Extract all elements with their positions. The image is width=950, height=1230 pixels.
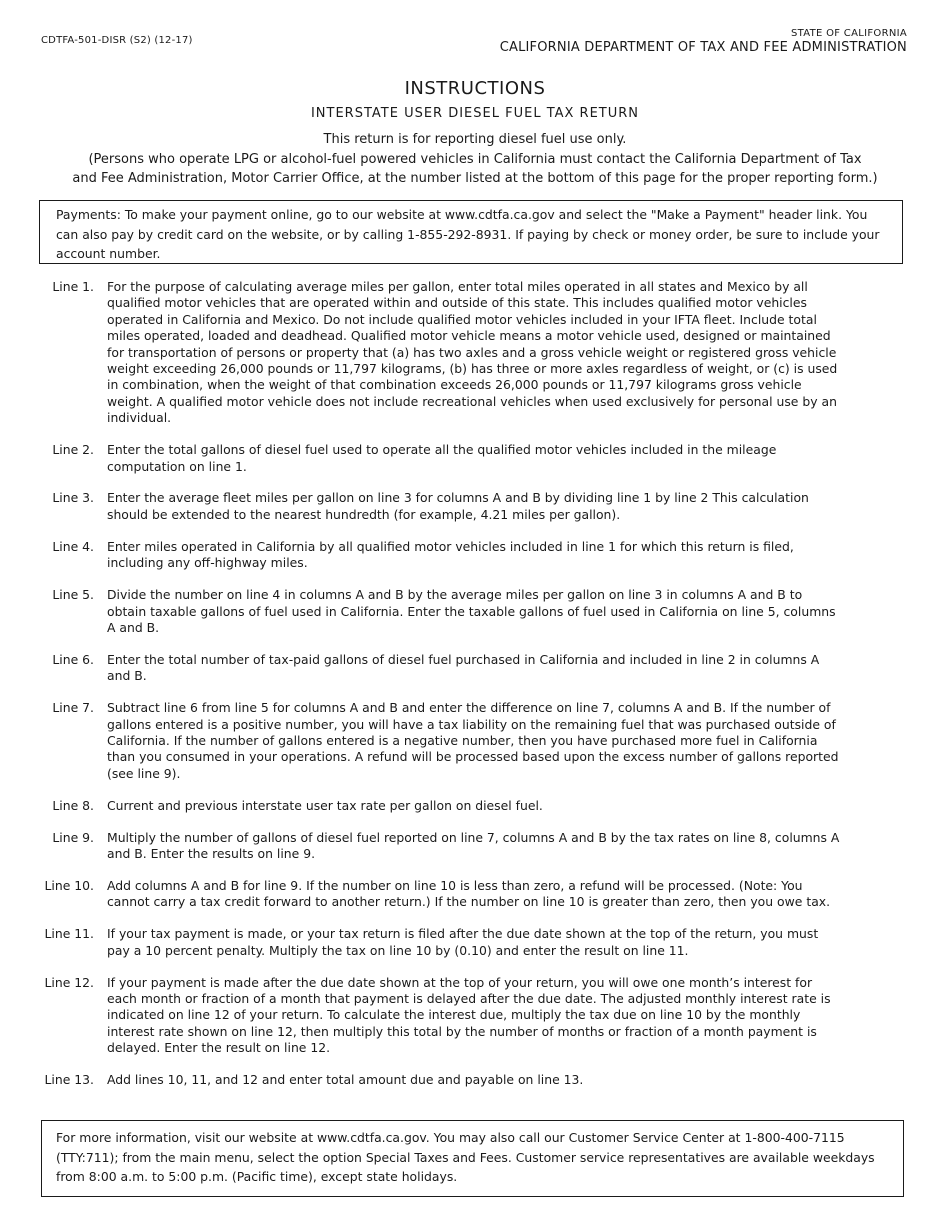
line-text: Divide the number on line 4 in columns A and B by the average miles per gallon on line 3 in columns A and B to obtain taxable gallons of fuel used in California. Enter the taxable gallons of fuel used in California on line 5, columns A and B. xyxy=(107,587,836,635)
form-id: CDTFA-501-DISR (S2) (12-17) xyxy=(41,35,193,46)
line-instruction xyxy=(30,798,840,814)
line-instruction xyxy=(30,587,840,636)
line-text: For the purpose of calculating average miles per gallon, enter total miles operated in all states and Mexico by all qualified motor vehicles that are operated within and outside of this state. This includes qualified motor vehicles operated in California and Mexico. Do not include qualified motor vehicles included in your IFTA fleet. Include total miles operated, loaded and deadhead. Qualified motor vehicle means a motor vehicle used, designed or maintained for transportation of persons or property that (a) has two axles and a gross vehicle weight or registered gross vehicle weight exceeding 26,000 pounds or 11,797 kilograms, (b) has three or more axles regardless of weight, or (c) is used in combination, when the weight of that combination exceeds 26,000 pounds or 11,797 kilograms gross vehicle weight. A qualified motor vehicle does not include recreational vehicles when used exclusively for personal use by an individual. xyxy=(107,279,838,426)
line-instruction xyxy=(30,442,840,475)
line-instruction xyxy=(30,279,840,427)
line-label: Line 3. xyxy=(52,490,94,506)
line-text: Multiply the number of gallons of diesel fuel reported on line 7, columns A and B by the tax rates on line 8, columns A and B. Enter the results on line 9. xyxy=(107,829,840,861)
department-name: CALIFORNIA DEPARTMENT OF TAX AND FEE ADMINISTRATION xyxy=(499,40,907,55)
intro-text xyxy=(0,130,950,189)
intro-line-1: This return is for reporting diesel fuel use only. xyxy=(323,132,627,147)
line-text: If your tax payment is made, or your tax return is filed after the due date shown at the top of the return, you must pay a 10 percent penalty. Multiply the tax on line 10 by (0.10) and enter the result on line 11. xyxy=(107,926,819,958)
line-label: Line 4. xyxy=(52,538,94,554)
agency-header xyxy=(500,28,907,56)
line-label: Line 6. xyxy=(52,651,94,667)
line-instruction xyxy=(30,490,840,523)
line-instruction xyxy=(30,652,840,685)
line-text: Enter the average fleet miles per gallon on line 3 for columns A and B by dividing line 1 by line 2 This calculation should be extended to the nearest hundredth (for example, 4.21 miles per gallon). xyxy=(107,490,809,522)
line-label: Line 2. xyxy=(52,442,94,458)
page-title: INSTRUCTIONS xyxy=(404,78,546,99)
line-instruction xyxy=(30,539,840,572)
line-instruction xyxy=(30,975,840,1057)
payments-notice: Payments: To make your payment online, go to our website at www.cdtfa.ca.gov and select the "Make a Payment" header link. You can also pay by credit card on the website, or by calling 1-855-292-8931. If paying by check or money order, be sure to include your account number. xyxy=(39,200,903,264)
line-text: Enter miles operated in California by all qualified motor vehicles included in line 1 for which this return is filed, including any off-highway miles. xyxy=(107,538,794,571)
contact-info-notice: For more information, visit our website at www.cdtfa.ca.gov. You may also call our Customer Service Center at 1-800-400-7115 (TTY:711); from the main menu, select the option Special Taxes and Fees. Customer service representatives are available weekdays from 8:00 a.m. to 5:00 p.m. (Pacific time), except state holidays. xyxy=(41,1120,904,1197)
state-name: STATE OF CALIFORNIA xyxy=(790,28,907,39)
line-text: Enter the total gallons of diesel fuel used to operate all the qualified motor vehicles included in the mileage computation on line 1. xyxy=(107,442,777,474)
line-instruction xyxy=(30,830,840,863)
line-label: Line 11. xyxy=(44,926,94,942)
line-label: Line 1. xyxy=(52,279,94,294)
line-text: Current and previous interstate user tax rate per gallon on diesel fuel. xyxy=(107,797,543,813)
line-text: Add lines 10, 11, and 12 and enter total amount due and payable on line 13. xyxy=(107,1072,584,1088)
line-label: Line 13. xyxy=(44,1072,94,1088)
line-label: Line 12. xyxy=(44,974,94,990)
line-text: Subtract line 6 from line 5 for columns A and B and enter the difference on line 7, columns A and B. If the number of gallons entered is a positive number, you will have a tax liability on the remaining fuel that was purchased outside of California. If the number of gallons entered is a negative number, then you have purchased more fuel in California than you consumed in your operations. A refund will be processed based upon the excess number of gallons reported (see line 9). xyxy=(107,700,839,781)
line-instruction xyxy=(30,1072,840,1088)
line-label: Line 10. xyxy=(44,877,94,893)
line-label: Line 5. xyxy=(52,587,94,603)
intro-line-3: and Fee Administration, Motor Carrier Office, at the number listed at the bottom of this page for the proper reporting form.) xyxy=(72,171,878,186)
line-label: Line 8. xyxy=(52,797,94,813)
line-text: Enter the total number of tax-paid gallons of diesel fuel purchased in California and included in line 2 in columns A and B. xyxy=(107,651,820,684)
line-instruction xyxy=(30,878,840,911)
intro-line-2: (Persons who operate LPG or alcohol-fuel powered vehicles in California must contact the California Department of Tax xyxy=(88,151,862,167)
line-instructions-list xyxy=(30,279,840,1104)
line-instruction xyxy=(30,926,840,959)
line-text: If your payment is made after the due date shown at the top of your return, you will owe one month’s interest for each month or fraction of a month that payment is delayed after the due date. The adjusted monthly interest rate is indicated on line 12 of your return. To calculate the interest due, multiply the tax due on line 10 by the monthly interest rate shown on line 12, then multiply this total by the number of months or fraction of a month payment is delayed. Enter the result on line 12. xyxy=(107,974,831,1056)
page-subtitle: INTERSTATE USER DIESEL FUEL TAX RETURN xyxy=(310,106,640,121)
line-text: Add columns A and B for line 9. If the number on line 10 is less than zero, a refund will be processed. (Note: You cannot carry a tax credit forward to another return.) If the number on line 10 is greater than zero, then you owe tax. xyxy=(107,877,831,910)
line-instruction xyxy=(30,700,840,782)
line-label: Line 7. xyxy=(52,700,94,716)
line-label: Line 9. xyxy=(52,829,94,845)
